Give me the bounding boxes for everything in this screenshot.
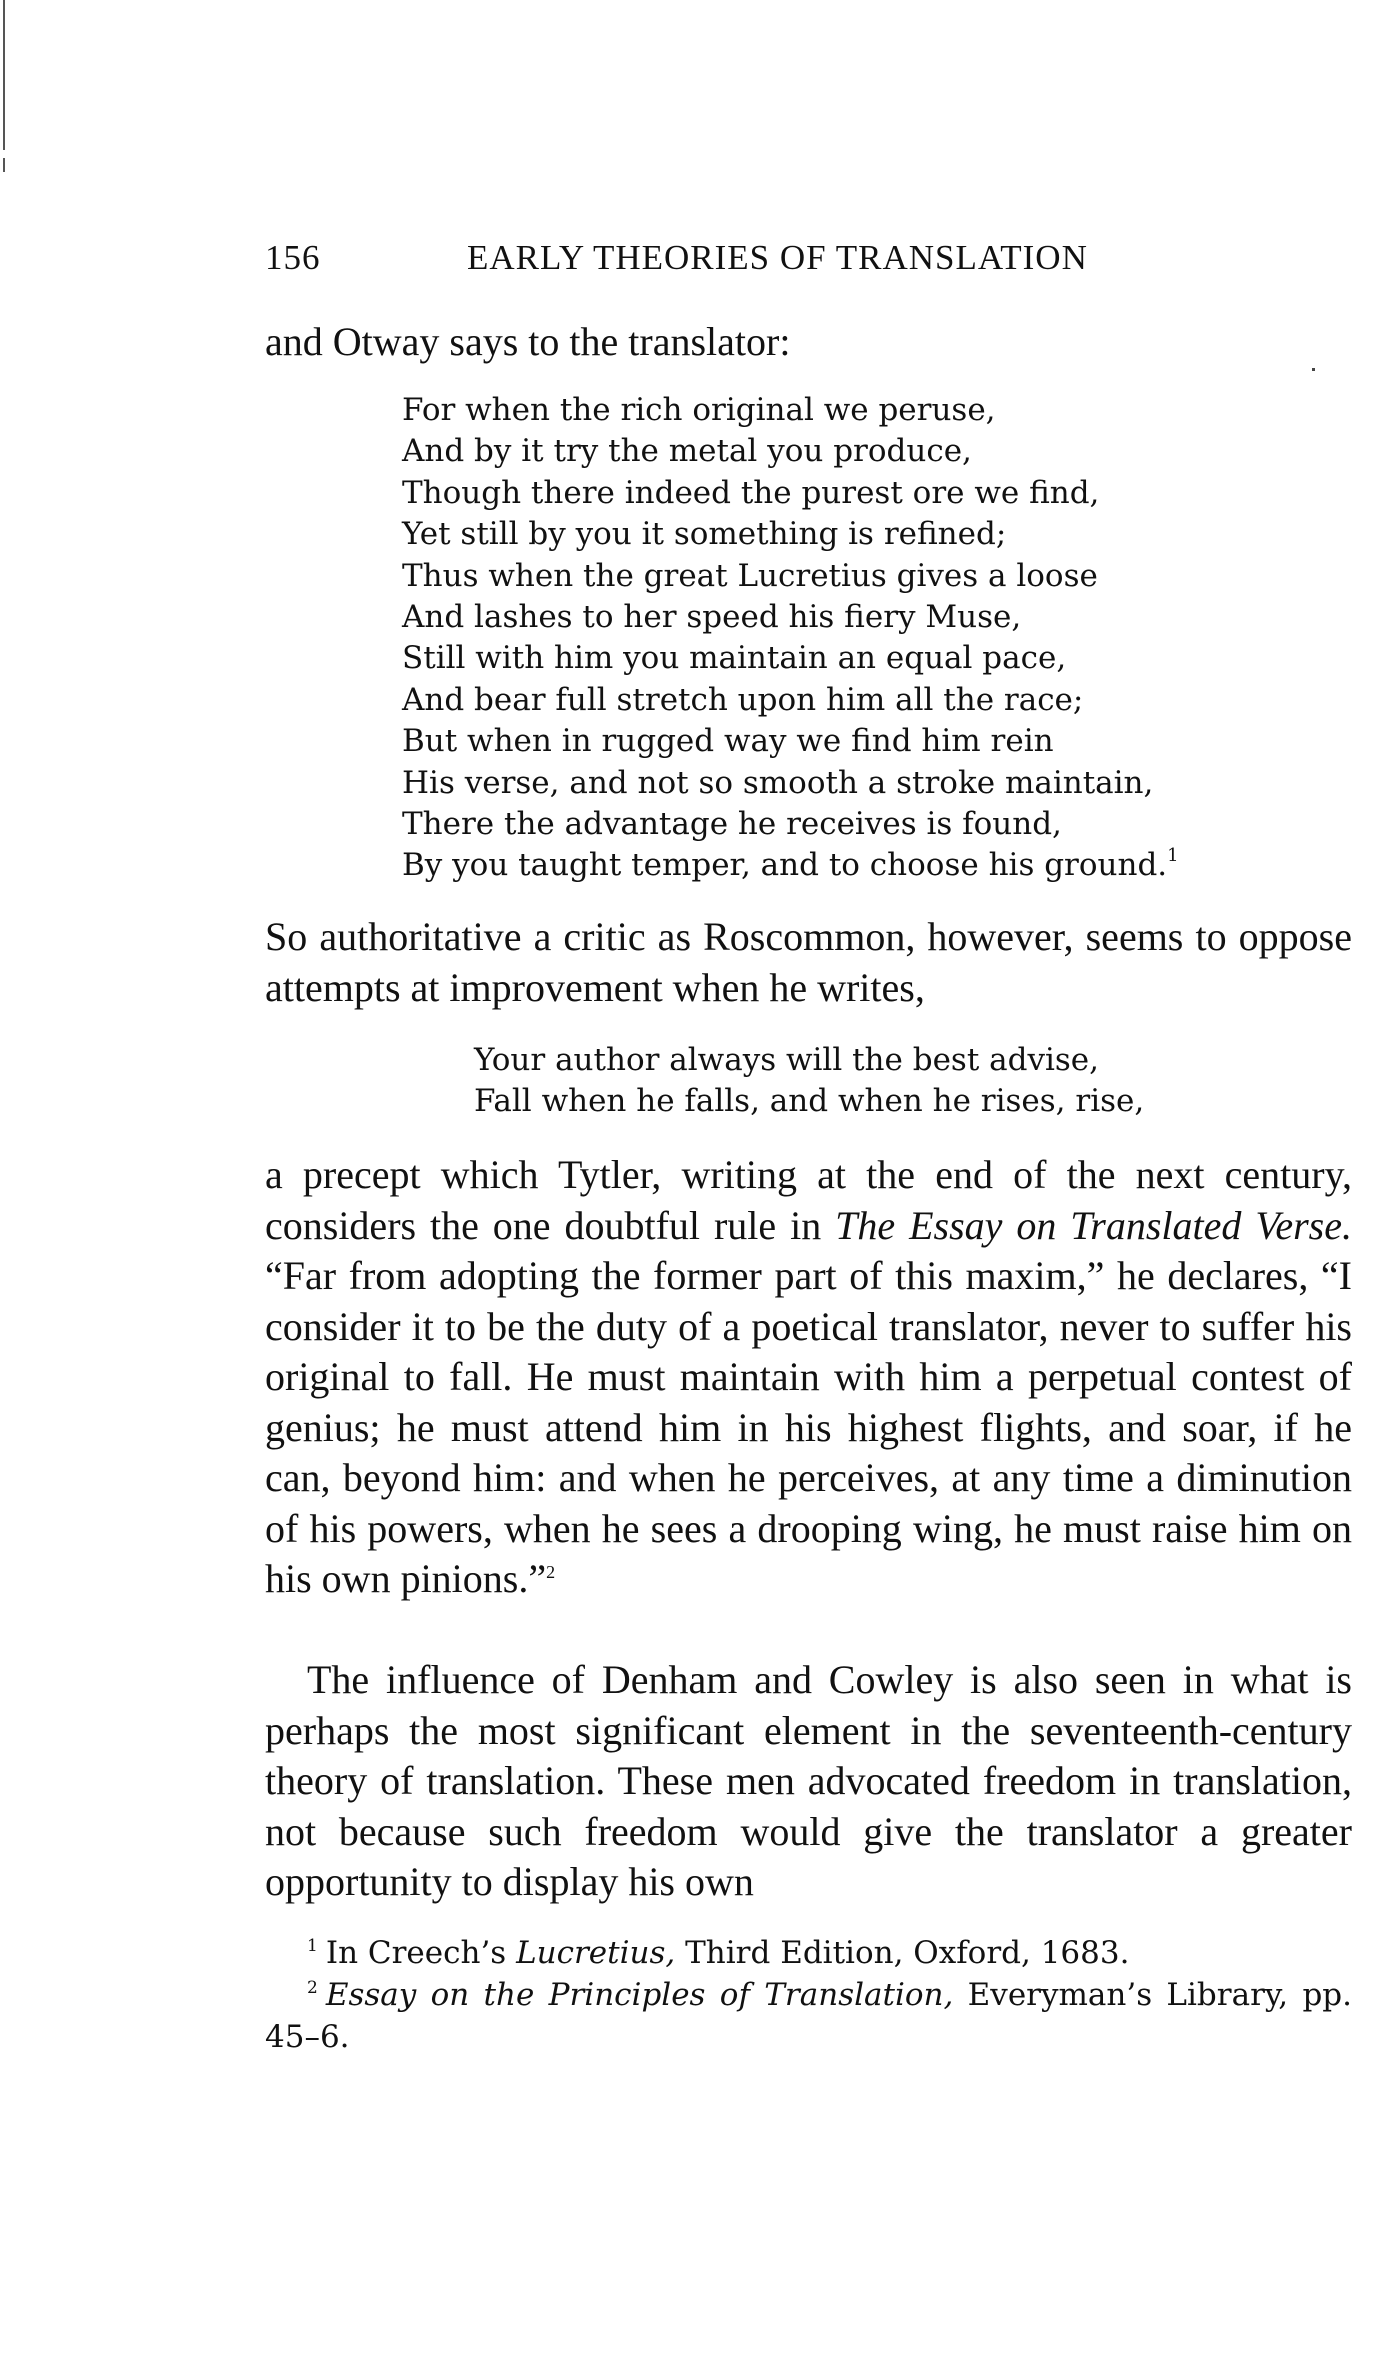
scan-edge-mark [3, 158, 5, 172]
verse-line-last [402, 845, 1179, 886]
tytler-text-before: a precept which Tytler, writing at the end of the next century, considers the one doubtful rule in [265, 1152, 1352, 1248]
verse-line: His verse, and not so smooth a stroke maintain, [402, 764, 1154, 801]
footnote-ref-2: 2 [546, 1562, 556, 1582]
verse-line: Though there indeed the purest ore we find, [402, 474, 1100, 511]
paragraph-influence: The influence of Denham and Cowley is also seen in what is perhaps the most significant element in the seventeenth-century theory of translation. These men advocated freedom in translation, not because such freedom would give the translator a greater opportunity to display his own [265, 1657, 1352, 1904]
verse-line: But when in rugged way we find him rein [402, 723, 1054, 760]
footnote-mark: 2 [307, 1978, 318, 1998]
verse-line: For when the rich original we peruse, [402, 392, 996, 428]
footnote-mark: 1 [307, 1936, 318, 1956]
footnote-text: Everyman’s Library, pp. 45–6. [265, 1977, 1352, 2055]
verse-line: Still with him you maintain an equal pace, [402, 640, 1067, 677]
verse-line-text: By you taught temper, and to choose his ground. [402, 847, 1168, 884]
footnote-text: Third Edition, Oxford, 1683. [675, 1935, 1130, 1971]
essay-title: The Essay on Translated Verse. [835, 1202, 1352, 1248]
verse-line: Your author always will the best advise, [474, 1042, 1099, 1078]
footnote-text: In Creech’s [325, 1935, 517, 1971]
footnote-ref-1: 1 [1167, 845, 1179, 867]
verse-line: There the advantage he receives is found, [402, 806, 1062, 843]
verse-line: Yet still by you it something is refined; [402, 516, 1007, 553]
footnotes [265, 1932, 1352, 2058]
otway-verse-block [402, 390, 1179, 887]
footnote-1 [265, 1932, 1352, 1974]
running-title: EARLY THEORIES OF TRANSLATION [467, 238, 1088, 277]
verse-line: And lashes to her speed his fiery Muse, [402, 599, 1022, 636]
footnote-italic: Essay on the Principles of Translation, [325, 1977, 954, 2013]
verse-line: Fall when he falls, and when he rises, rise, [474, 1083, 1145, 1120]
paragraph-roscommon: So authoritative a critic as Roscommon, however, seems to oppose attempts at improvement when he writes, [265, 914, 1352, 1010]
scan-edge-mark [3, 0, 5, 150]
footnote-italic: Lucretius, [516, 1935, 676, 1971]
roscommon-verse-block [474, 1040, 1144, 1123]
verse-line: And by it try the metal you produce, [402, 433, 972, 470]
scan-speck [1312, 368, 1315, 371]
footnote-2 [265, 1974, 1352, 2058]
lead-in-line: and Otway says to the translator: [265, 319, 791, 364]
paragraph-tytler [265, 1150, 1352, 1605]
verse-line: And bear full stretch upon him all the race; [402, 681, 1084, 718]
page-number: 156 [265, 238, 321, 277]
verse-line: Thus when the great Lucretius gives a loose [402, 557, 1098, 594]
tytler-quote: “Far from adopting the former part of this maxim,” he declares, “I consider it to be the duty of a poetical translator, never to suffer his original to fall. He must maintain with him a perpetual contest of genius; he must attend him in his highest flights, and soar, if he can, beyond him: and when he perceives, at any time a diminution of his powers, when he sees a drooping wing, he must raise him on his own pinions.” [265, 1253, 1352, 1601]
